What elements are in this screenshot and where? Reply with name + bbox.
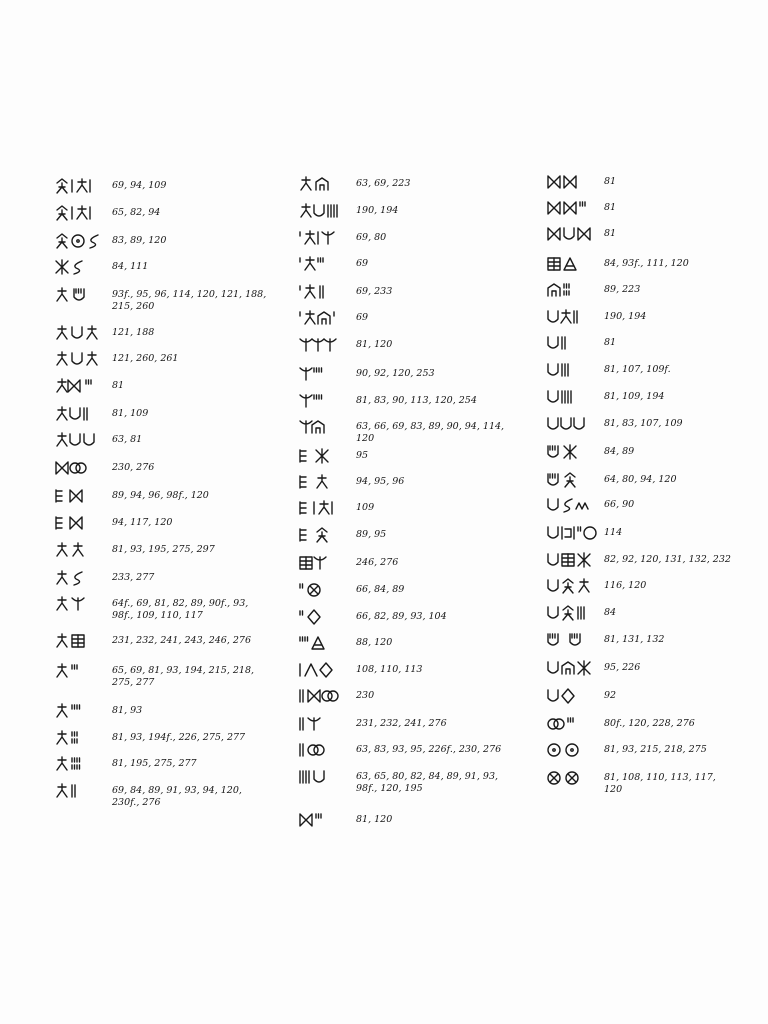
sign-c23-glyph <box>548 770 598 788</box>
page-references: 121, 188 <box>112 327 155 338</box>
sign-c21-glyph <box>548 716 598 734</box>
index-entry <box>56 730 272 748</box>
index-entry <box>56 325 272 343</box>
page-references: 66, 90 <box>604 499 635 510</box>
page-references: 80f., 120, 228, 276 <box>604 718 695 729</box>
index-entry <box>548 578 734 596</box>
page-references: 69, 80 <box>356 232 387 243</box>
index-entry <box>300 448 516 466</box>
sign-c3-glyph <box>548 226 598 244</box>
index-entry <box>300 230 516 248</box>
index-entry <box>300 688 516 706</box>
page-references: 84, 89 <box>604 446 635 457</box>
sign-b4-glyph <box>300 256 350 274</box>
index-entry <box>56 596 272 622</box>
sign-c14-glyph <box>548 525 598 543</box>
sign-b2-glyph <box>300 203 350 221</box>
index-entry <box>56 633 272 651</box>
page-references: 81, 93 <box>112 705 143 716</box>
index-entry <box>548 174 734 192</box>
sign-a7-glyph <box>56 351 106 369</box>
sign-b23-glyph <box>300 769 350 787</box>
sign-c8-glyph <box>548 362 598 380</box>
sign-c10-glyph <box>548 416 598 434</box>
page-references: 81, 195, 275, 277 <box>112 758 197 769</box>
sign-c17-glyph <box>548 605 598 623</box>
sign-c2-glyph <box>548 200 598 218</box>
sign-a5-glyph <box>56 287 106 305</box>
sign-a21-glyph <box>56 756 106 774</box>
index-entry <box>300 662 516 680</box>
sign-c12-glyph <box>548 472 598 490</box>
page-references: 81 <box>604 337 617 348</box>
page-references: 81, 107, 109f. <box>604 364 671 375</box>
index-entry <box>56 432 272 450</box>
index-entry <box>56 515 272 533</box>
index-entry <box>300 582 516 600</box>
index-entry <box>548 309 734 327</box>
page-references: 84, 93f., 111, 120 <box>604 258 689 269</box>
page-references: 69, 84, 89, 91, 93, 94, 120, 230f., 276 <box>112 785 242 808</box>
page-references: 93f., 95, 96, 114, 120, 121, 188, 215, 260 <box>112 289 267 312</box>
sign-b7-glyph <box>300 337 350 355</box>
sign-a22-glyph <box>56 783 106 801</box>
index-entry <box>300 555 516 573</box>
index-entry <box>56 287 272 313</box>
sign-b16-glyph <box>300 582 350 600</box>
page-references: 230 <box>356 690 375 701</box>
page-references: 81, 131, 132 <box>604 634 665 645</box>
sign-a17-glyph <box>56 633 106 651</box>
page-references: 116, 120 <box>604 580 647 591</box>
page-references: 89, 223 <box>604 284 641 295</box>
page-references: 81, 93, 195, 275, 297 <box>112 544 215 555</box>
index-entry <box>300 419 516 445</box>
sign-a13-glyph <box>56 515 106 533</box>
index-entry <box>56 259 272 277</box>
page-references: 81 <box>112 380 125 391</box>
index-entry <box>56 460 272 478</box>
page-references: 64f., 69, 81, 82, 89, 90f., 93, 98f., 109, 110, 117 <box>112 598 249 621</box>
page-references: 114 <box>604 527 623 538</box>
index-entry <box>300 337 516 355</box>
page-references: 84, 111 <box>112 261 149 272</box>
index-entry <box>548 660 734 678</box>
sign-b1-glyph <box>300 176 350 194</box>
index-entry <box>548 497 734 515</box>
index-entry <box>56 703 272 721</box>
sign-a10-glyph <box>56 432 106 450</box>
sign-b11-glyph <box>300 448 350 466</box>
sign-b14-glyph <box>300 527 350 545</box>
page-references: 63, 66, 69, 83, 89, 90, 94, 114, 120 <box>356 421 505 444</box>
page-references: 66, 82, 89, 93, 104 <box>356 611 447 622</box>
page-references: 95, 226 <box>604 662 641 673</box>
page-references: 94, 95, 96 <box>356 476 405 487</box>
sign-b13-glyph <box>300 500 350 518</box>
page-references: 90, 92, 120, 253 <box>356 368 435 379</box>
page-references: 82, 92, 120, 131, 132, 232 <box>604 554 731 565</box>
page-references: 89, 95 <box>356 529 387 540</box>
page-references: 66, 84, 89 <box>356 584 405 595</box>
page-references: 81, 93, 215, 218, 275 <box>604 744 707 755</box>
sign-a20-glyph <box>56 730 106 748</box>
index-entry <box>548 416 734 434</box>
sign-b3-glyph <box>300 230 350 248</box>
page-references: 109 <box>356 502 375 513</box>
sign-a4-glyph <box>56 259 106 277</box>
page-references: 81 <box>604 176 617 187</box>
page-references: 231, 232, 241, 276 <box>356 718 447 729</box>
index-entry <box>300 393 516 411</box>
index-entry <box>300 203 516 221</box>
page-references: 88, 120 <box>356 637 393 648</box>
index-entry <box>56 406 272 424</box>
index-entry <box>56 378 272 396</box>
page-references: 69 <box>356 312 369 323</box>
index-entry <box>300 742 516 760</box>
sign-b18-glyph <box>300 635 350 653</box>
index-entry <box>548 200 734 218</box>
index-entry <box>548 632 734 650</box>
page-references: 92 <box>604 690 617 701</box>
sign-b6-glyph <box>300 310 350 328</box>
page-references: 63, 69, 223 <box>356 178 411 189</box>
sign-b19-glyph <box>300 662 350 680</box>
sign-a12-glyph <box>56 488 106 506</box>
page-references: 81 <box>604 202 617 213</box>
sign-b12-glyph <box>300 474 350 492</box>
sign-c18-glyph <box>548 632 598 650</box>
page-references: 246, 276 <box>356 557 399 568</box>
sign-a11-glyph <box>56 460 106 478</box>
sign-a18-glyph <box>56 663 106 681</box>
index-entry <box>56 783 272 809</box>
sign-c7-glyph <box>548 335 598 353</box>
index-entry <box>548 335 734 353</box>
index-entry <box>548 389 734 407</box>
page-references: 190, 194 <box>604 311 647 322</box>
index-entry <box>548 362 734 380</box>
page-references: 108, 110, 113 <box>356 664 423 675</box>
index-entry <box>56 542 272 560</box>
sign-a14-glyph <box>56 542 106 560</box>
page-references: 63, 81 <box>112 434 143 445</box>
index-entry <box>300 609 516 627</box>
index-entry <box>56 663 272 689</box>
sign-b8-glyph <box>300 366 350 384</box>
sign-c5-glyph <box>548 282 598 300</box>
index-entry <box>548 256 734 274</box>
sign-a6-glyph <box>56 325 106 343</box>
page-references: 121, 260, 261 <box>112 353 179 364</box>
index-entry <box>300 635 516 653</box>
index-entry <box>548 605 734 623</box>
index-entry <box>548 716 734 734</box>
sign-c4-glyph <box>548 256 598 274</box>
sign-b17-glyph <box>300 609 350 627</box>
index-entry <box>548 770 734 796</box>
index-entry <box>300 176 516 194</box>
sign-b10-glyph <box>300 419 350 437</box>
page-references: 81, 109 <box>112 408 149 419</box>
page-references: 95 <box>356 450 369 461</box>
sign-a15-glyph <box>56 570 106 588</box>
sign-c6-glyph <box>548 309 598 327</box>
sign-c11-glyph <box>548 444 598 462</box>
index-entry <box>300 284 516 302</box>
index-entry <box>300 310 516 328</box>
sign-a16-glyph <box>56 596 106 614</box>
index-entry <box>56 205 272 223</box>
sign-c20-glyph <box>548 688 598 706</box>
page-references: 81, 93, 194f., 226, 275, 277 <box>112 732 246 743</box>
sign-c1-glyph <box>548 174 598 192</box>
index-entry <box>56 178 272 196</box>
index-entry <box>300 500 516 518</box>
page-references: 231, 232, 241, 243, 246, 276 <box>112 635 251 646</box>
sign-b21-glyph <box>300 716 350 734</box>
sign-a1-glyph <box>56 178 106 196</box>
page-references: 69, 233 <box>356 286 393 297</box>
index-entry <box>56 488 272 506</box>
sign-b22-glyph <box>300 742 350 760</box>
index-entry <box>548 444 734 462</box>
index-entry <box>300 527 516 545</box>
index-entry <box>56 351 272 369</box>
index-entry <box>300 769 516 795</box>
index-entry <box>56 570 272 588</box>
page-references: 190, 194 <box>356 205 399 216</box>
page-references: 69 <box>356 258 369 269</box>
page-references: 233, 277 <box>112 572 155 583</box>
index-entry <box>548 282 734 300</box>
sign-c15-glyph <box>548 552 598 570</box>
page-references: 64, 80, 94, 120 <box>604 474 677 485</box>
index-entry <box>300 812 516 830</box>
sign-c16-glyph <box>548 578 598 596</box>
index-entry <box>548 226 734 244</box>
page-references: 84 <box>604 607 617 618</box>
page-references: 81, 108, 110, 113, 117, 120 <box>604 772 716 795</box>
sign-a2-glyph <box>56 205 106 223</box>
index-entry <box>300 474 516 492</box>
page-references: 89, 94, 96, 98f., 120 <box>112 490 209 501</box>
index-entry <box>56 233 272 251</box>
sign-c22-glyph <box>548 742 598 760</box>
page-references: 230, 276 <box>112 462 155 473</box>
sign-c19-glyph <box>548 660 598 678</box>
sign-b9-glyph <box>300 393 350 411</box>
index-entry <box>300 366 516 384</box>
index-entry <box>548 688 734 706</box>
page-references: 63, 65, 80, 82, 84, 89, 91, 93, 98f., 120, 195 <box>356 771 499 794</box>
sign-a3-glyph <box>56 233 106 251</box>
page-references: 69, 94, 109 <box>112 180 167 191</box>
index-entry <box>548 742 734 760</box>
page-references: 83, 89, 120 <box>112 235 167 246</box>
page-references: 81 <box>604 228 617 239</box>
index-entry <box>548 525 734 543</box>
sign-b5-glyph <box>300 284 350 302</box>
page-references: 94, 117, 120 <box>112 517 173 528</box>
sign-a19-glyph <box>56 703 106 721</box>
sign-b15-glyph <box>300 555 350 573</box>
sign-b20-glyph <box>300 688 350 706</box>
sign-c9-glyph <box>548 389 598 407</box>
page-references: 81, 120 <box>356 814 393 825</box>
index-entry <box>548 552 734 570</box>
sign-c13-glyph <box>548 497 598 515</box>
page-references: 81, 120 <box>356 339 393 350</box>
index-entry <box>56 756 272 774</box>
page-references: 63, 83, 93, 95, 226f., 230, 276 <box>356 744 502 755</box>
page-references: 65, 69, 81, 93, 194, 215, 218, 275, 277 <box>112 665 255 688</box>
index-entry <box>300 716 516 734</box>
index-entry <box>300 256 516 274</box>
page-references: 81, 83, 90, 113, 120, 254 <box>356 395 477 406</box>
page-references: 65, 82, 94 <box>112 207 161 218</box>
sign-a9-glyph <box>56 406 106 424</box>
sign-a8-glyph <box>56 378 106 396</box>
page-references: 81, 109, 194 <box>604 391 665 402</box>
sign-b24-glyph <box>300 812 350 830</box>
index-entry <box>548 472 734 490</box>
page-references: 81, 83, 107, 109 <box>604 418 683 429</box>
